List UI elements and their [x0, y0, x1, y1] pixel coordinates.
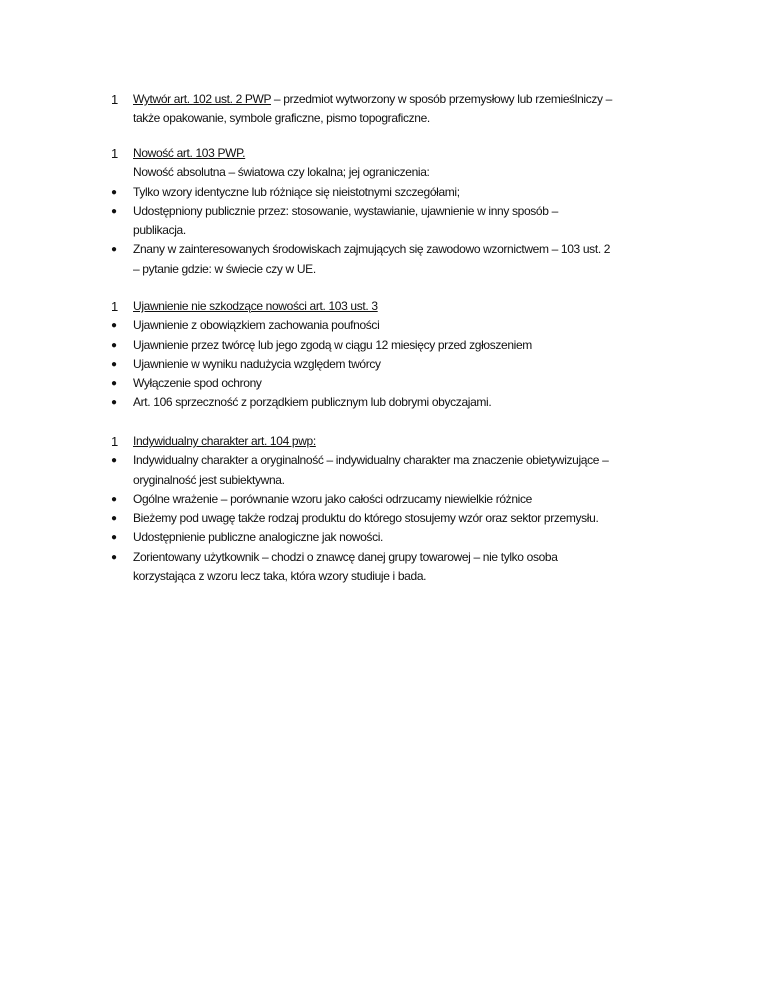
bullet-text: Ogólne wrażenie – porównanie wzoru jako całości odrzucamy niewielkie różnice — [133, 491, 532, 506]
bullet-item — [0, 202, 760, 221]
bullet-continuation — [0, 471, 760, 490]
bullet-continuation — [0, 221, 760, 240]
bullet-text: Bieżemy pod uwagę także rodzaj produktu do którego stosujemy wzór oraz sektor przemysłu. — [133, 511, 599, 526]
section-heading: Nowość art. 103 PWP. — [133, 146, 246, 160]
bullet-icon: ● — [111, 532, 117, 544]
list-number: 1 — [111, 299, 119, 314]
bullet-text: oryginalność jest subiektywna. — [133, 472, 285, 487]
bullet-text: – pytanie gdzie: w świecie czy w UE. — [133, 261, 316, 276]
heading-description: – przedmiot wytworzony w sposób przemysłowy lub rzemieślniczy – — [270, 92, 613, 106]
section-wytwor — [0, 90, 760, 129]
bullet-item — [0, 490, 760, 509]
bullet-item — [0, 548, 760, 567]
bullet-icon: ● — [111, 358, 117, 370]
bullet-icon: ● — [111, 339, 117, 351]
bullet-icon: ● — [111, 186, 117, 198]
list-item — [0, 432, 760, 451]
bullet-item — [0, 509, 760, 528]
continuation-text: także opakowanie, symbole graficzne, pismo topograficzne. — [133, 111, 430, 126]
bullet-item — [0, 183, 760, 202]
bullet-icon: ● — [111, 244, 117, 256]
section-ujawnienie — [0, 297, 760, 413]
bullet-text: Wyłączenie spod ochrony — [133, 376, 262, 391]
bullet-icon: ● — [111, 378, 117, 390]
list-item — [0, 90, 760, 109]
bullet-item — [0, 355, 760, 374]
section-nowosc — [0, 144, 760, 279]
bullet-icon: ● — [111, 551, 117, 563]
bullet-item — [0, 528, 760, 547]
list-number: 1 — [111, 434, 119, 449]
bullet-continuation — [0, 567, 760, 586]
bullet-item — [0, 336, 760, 355]
bullet-text: Udostępniony publicznie przez: stosowanie, wystawianie, ujawnienie w inny sposób – — [133, 203, 558, 218]
list-number: 1 — [111, 92, 119, 107]
bullet-text: Tylko wzory identyczne lub różniące się nieistotnymi szczegółami; — [133, 184, 460, 199]
bullet-text: Art. 106 sprzeczność z porządkiem publicznym lub dobrymi obyczajami. — [133, 395, 492, 410]
section-indywidualny-charakter — [0, 432, 760, 586]
section-heading: Wytwór art. 102 ust. 2 PWP — [133, 92, 271, 106]
section-heading: Ujawnienie nie szkodzące nowości art. 103 ust. 3 — [133, 299, 378, 313]
bullet-icon: ● — [111, 455, 117, 467]
bullet-text: Udostępnienie publiczne analogiczne jak nowości. — [133, 530, 384, 545]
bullet-icon: ● — [111, 493, 117, 505]
bullet-item — [0, 240, 760, 259]
section-heading: Indywidualny charakter art. 104 pwp: — [133, 434, 316, 448]
bullet-text: publikacja. — [133, 223, 186, 238]
bullet-item — [0, 451, 760, 470]
bullet-item — [0, 393, 760, 412]
bullet-continuation — [0, 260, 760, 279]
bullet-item — [0, 316, 760, 335]
bullet-text: Ujawnienie w wyniku nadużycia względem twórcy — [133, 356, 381, 371]
bullet-icon: ● — [111, 513, 117, 525]
bullet-text: Ujawnienie przez twórcę lub jego zgodą w ciągu 12 miesięcy przed zgłoszeniem — [133, 337, 532, 352]
list-item — [0, 144, 760, 163]
bullet-text: Indywidualny charakter a oryginalność – indywidualny charakter ma znaczenie obietywizujące – — [133, 453, 609, 468]
list-item — [0, 297, 760, 316]
bullet-icon: ● — [111, 320, 117, 332]
bullet-icon: ● — [111, 397, 117, 409]
bullet-text: Ujawnienie z obowiązkiem zachowania poufności — [133, 318, 380, 333]
bullet-item — [0, 374, 760, 393]
bullet-text: korzystająca z wzoru lecz taka, która wzory studiuje i bada. — [133, 569, 427, 584]
bullet-text: Zorientowany użytkownik – chodzi o znawcę danej grupy towarowej – nie tylko osoba — [133, 549, 558, 564]
bullet-icon: ● — [111, 205, 117, 217]
bullet-text: Znany w zainteresowanych środowiskach zajmujących się zawodowo wzornictwem – 103 ust. 2 — [133, 242, 611, 257]
list-number: 1 — [111, 146, 119, 161]
intro-text: Nowość absolutna – światowa czy lokalna; jej ograniczenia: — [133, 165, 430, 180]
